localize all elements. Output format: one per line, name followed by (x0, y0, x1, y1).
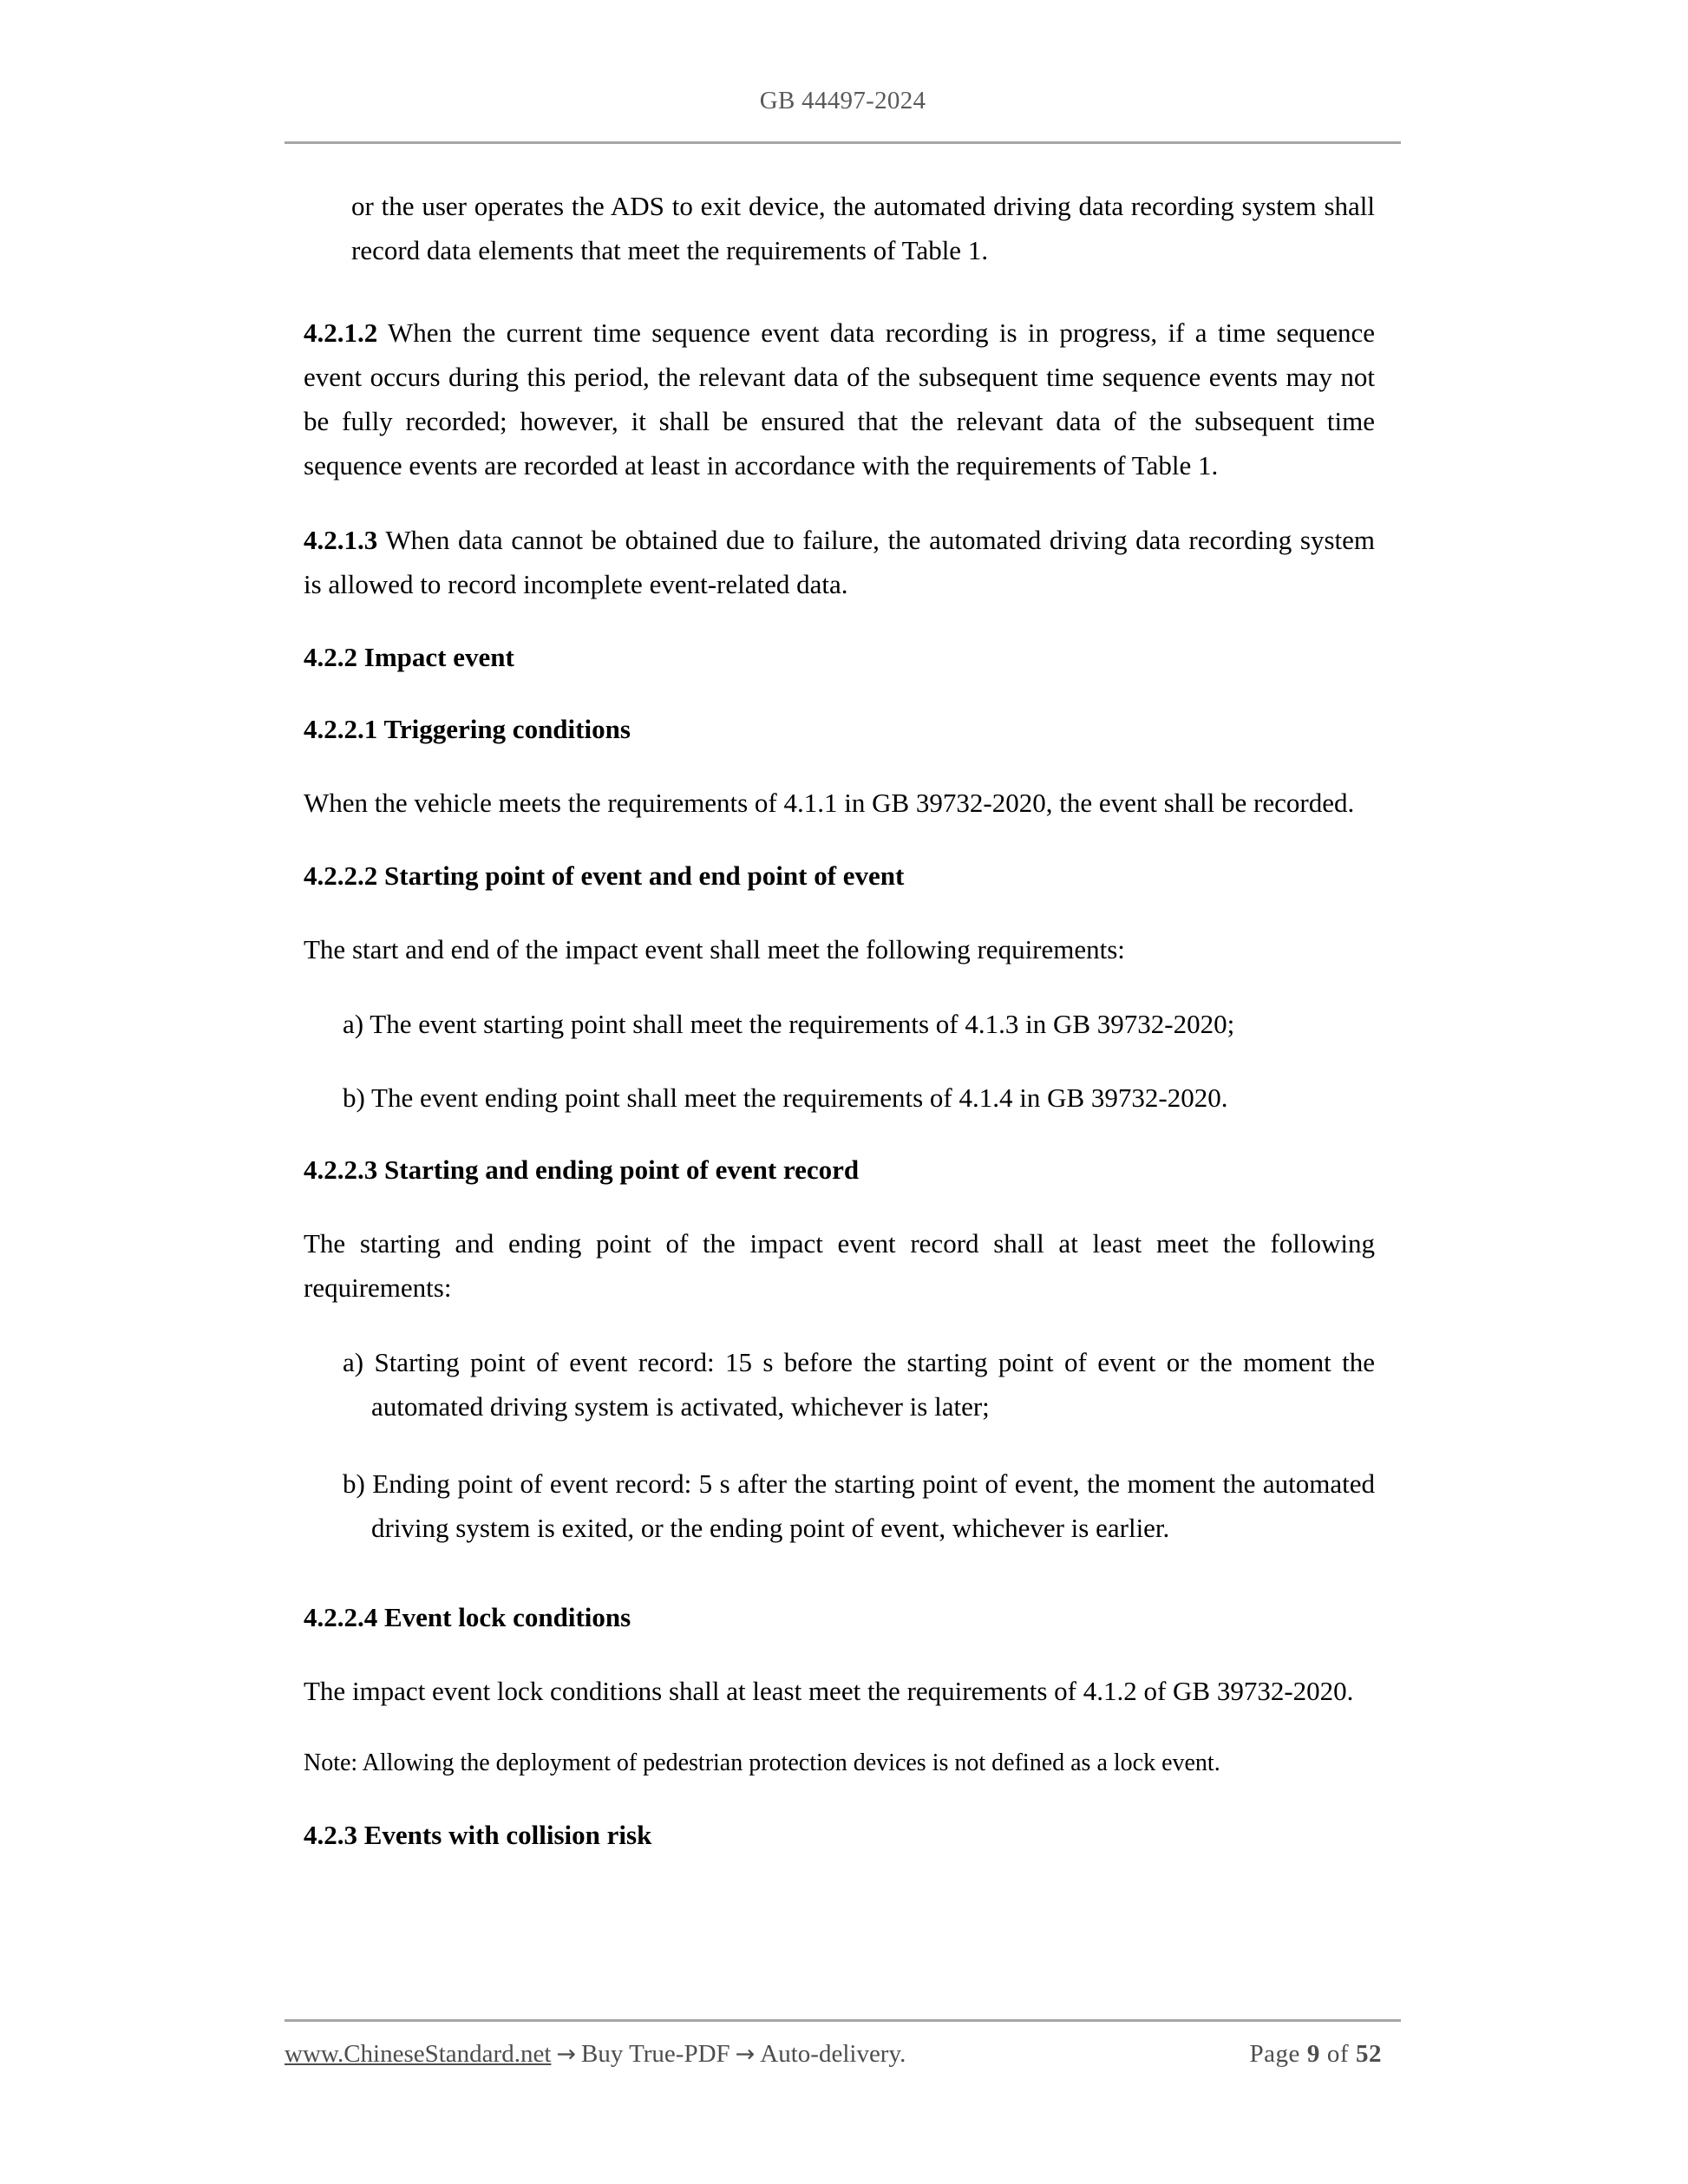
paragraph-4-2-2-4: The impact event lock conditions shall at least meet the requirements of 4.1.2 of GB 39732-2020. (304, 1676, 1354, 1706)
heading-4-2-2-4: 4.2.2.4 Event lock conditions (304, 1602, 631, 1632)
promo-text-auto-delivery: Auto-delivery. (760, 2040, 906, 2068)
spacer (304, 1583, 1375, 1597)
page-label: Page (1249, 2040, 1300, 2068)
header-divider-rule (285, 141, 1401, 144)
list-4-2-2-3 (304, 1340, 1375, 1550)
page-header (285, 87, 1401, 115)
footer-divider-rule (285, 2019, 1401, 2022)
footer-promo-line (285, 2040, 906, 2069)
continued-paragraph: or the user operates the ADS to exit device, the automated driving data recording system shall record data elements that meet the requirements of Table 1. (351, 191, 1375, 265)
list-4-2-2-2 (304, 1002, 1375, 1120)
clause-number-4-2-1-3: 4.2.1.3 (304, 525, 378, 555)
total-page-count: 52 (1356, 2040, 1382, 2068)
arrow-right-icon: → (735, 2041, 756, 2068)
clause-4-2-1-2 (304, 311, 1375, 487)
heading-4-2-3: 4.2.3 Events with collision risk (304, 1820, 652, 1850)
current-page-number: 9 (1306, 2040, 1320, 2068)
site-url-link[interactable]: www.ChineseStandard.net (285, 2040, 552, 2068)
clause-text-4-2-1-3: When data cannot be obtained due to failure, the automated driving data recording system is allowed to record incomplete event-related data. (304, 525, 1375, 599)
list-item: b) Ending point of event record: 5 s after the starting point of event, the moment the automated driving system is exited, or the ending point of event, whichever is earlier. (343, 1468, 1375, 1543)
of-label: of (1326, 2040, 1349, 2068)
page-number-indicator (1246, 2040, 1401, 2069)
clause-text-4-2-1-2: When the current time sequence event data recording is in progress, if a time sequence event occurs during this period, the relevant data of the subsequent time sequence events may not be fully recorded; however, it shall be ensured that the relevant data of the subsequent time sequence events are recorded at least in accordance with the requirements of Table 1. (304, 317, 1375, 481)
arrow-right-icon: → (556, 2041, 577, 2068)
heading-4-2-2-1: 4.2.2.1 Triggering conditions (304, 714, 631, 744)
note-4-2-2-4: Note: Allowing the deployment of pedestrian protection devices is not defined as a lock event. (304, 1749, 1220, 1776)
page-footer (285, 2040, 1401, 2069)
heading-4-2-2: 4.2.2 Impact event (304, 642, 514, 672)
document-body (304, 184, 1375, 1886)
clause-number-4-2-1-2: 4.2.1.2 (304, 317, 378, 348)
promo-text-buy-true-pdf: Buy True-PDF (581, 2040, 730, 2068)
list-item: b) The event ending point shall meet the requirements of 4.1.4 in GB 39732-2020. (343, 1082, 1228, 1113)
paragraph-4-2-2-3-intro: The starting and ending point of the impact event record shall at least meet the following requirements: (304, 1228, 1375, 1303)
paragraph-4-2-2-2-intro: The start and end of the impact event shall meet the following requirements: (304, 934, 1125, 964)
paragraph-4-2-2-1: When the vehicle meets the requirements of 4.1.1 in GB 39732-2020, the event shall be recorded. (304, 788, 1355, 818)
heading-4-2-2-3: 4.2.2.3 Starting and ending point of event record (304, 1154, 860, 1185)
list-item: a) The event starting point shall meet the requirements of 4.1.3 in GB 39732-2020; (343, 1009, 1235, 1039)
clause-4-2-1-3 (304, 518, 1375, 606)
heading-4-2-2-2: 4.2.2.2 Starting point of event and end point of event (304, 860, 905, 891)
standard-code-title: GB 44497-2024 (759, 87, 926, 114)
list-item: a) Starting point of event record: 15 s before the starting point of event or the moment the automated driving system is activated, whichever is later; (343, 1347, 1375, 1422)
